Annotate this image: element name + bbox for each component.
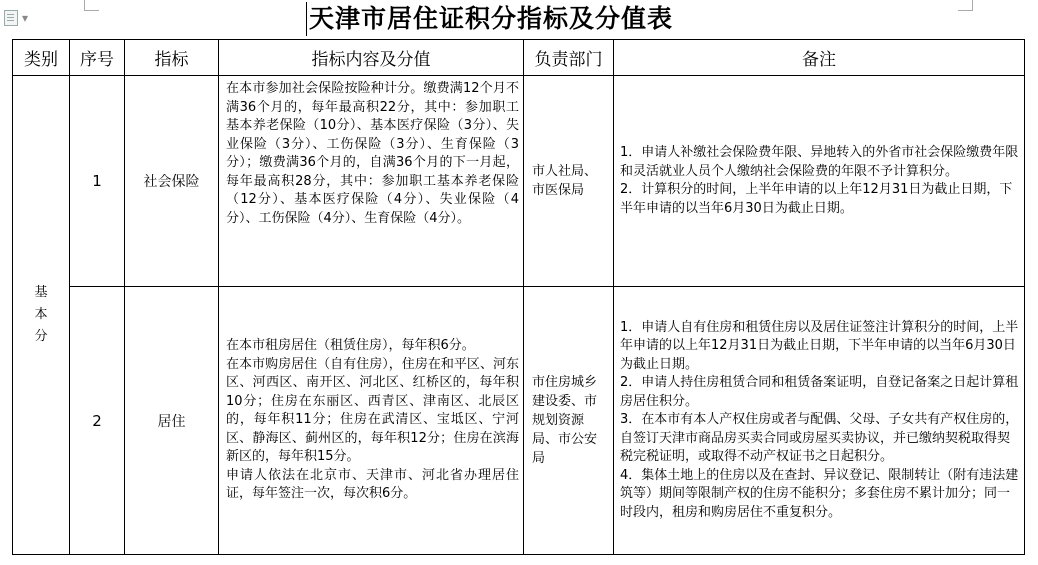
note-item: 1．申请人补缴社会保险费年限、异地转入的外省市社会保险缴费年限和灵活就业人员个人缴纳社会保险费的年限不予计算积分。 — [620, 145, 1019, 179]
table-row — [13, 287, 1025, 555]
page-title[interactable]: 天津市居住证积分指标及分值表 — [306, 2, 673, 36]
content-cell[interactable]: 在本市参加社会保险按险种计分。缴费满12个月不满36个月的，每年最高积22分，其中：参加职工基本养老保险（10分）、基本医疗保险（3分）、失业保险（3分）、工伤保险（3分）、生育保险（3分）；缴费满36个月的，自满36个月的下一月起，每年最高积28分，其中：参加职工基本养老保险（12分）、基本医疗保险（4分）、失业保险（4分）、工伤保险（4分）、生育保险（4分）。 — [219, 76, 524, 287]
header-indicator[interactable]: 指标 — [125, 40, 219, 76]
dept-cell[interactable]: 市住房城乡建设委、市规划资源局、市公安局 — [524, 287, 614, 555]
dept-cell[interactable]: 市人社局、市医保局 — [524, 76, 614, 287]
header-content[interactable]: 指标内容及分值 — [219, 40, 524, 76]
header-notes[interactable]: 备注 — [614, 40, 1025, 76]
table-row — [13, 76, 1025, 287]
seq-cell[interactable]: 1 — [70, 76, 125, 287]
note-item: 2．申请人持住房租赁合同和租赁备案证明，自登记备案之日起计算租房居住积分。 — [620, 375, 1019, 409]
notes-cell[interactable] — [614, 287, 1025, 555]
category-char: 分 — [34, 329, 48, 344]
notes-cell[interactable] — [614, 76, 1025, 287]
content-cell[interactable] — [219, 287, 524, 555]
note-item: 1．申请人自有住房和租赁住房以及居住证签注计算积分的时间，上半年申请的以上年12月31日为截止日期，下半年申请的以当年6月30日为截止日期。 — [620, 319, 1019, 372]
table-header-row — [13, 40, 1025, 76]
note-item: 2．计算积分的时间，上半年申请的以上年12月31日为截止日期，下半年申请的以当年6月30日为截止日期。 — [620, 182, 1013, 216]
points-table — [12, 39, 1025, 555]
content-paragraph: 在本市购房居住（自有住房），住房在和平区、河东区、河西区、南开区、河北区、红桥区的，每年积10分；住房在东丽区、西青区、津南区、北辰区的，每年积11分；住房在武清区、宝坻区、宁河区、静海区、蓟州区的，每年积12分；住房在滨海新区的，每年积15分。 — [226, 356, 519, 465]
content-paragraph: 在本市租房居住（租赁住房），每年积6分。 — [226, 338, 475, 354]
header-seq[interactable]: 序号 — [70, 40, 125, 76]
note-item: 4．集体土地上的住房以及在查封、异议登记、限制转让（附有违法建筑等）期间等限制产权的住房不能积分；多套住房不累计加分；同一时段内，租房和购房居住不重复积分。 — [620, 467, 1019, 520]
note-item: 3．在本市有本人产权住房或者与配偶、父母、子女共有产权住房的，自签订天津市商品房买卖合同或房屋买卖协议，并已缴纳契税取得契税完税证明，或取得不动产权证书之日起积分。 — [620, 412, 1019, 465]
category-char: 基 — [34, 285, 48, 300]
header-dept[interactable]: 负责部门 — [524, 40, 614, 76]
indicator-cell[interactable]: 居住 — [125, 287, 219, 555]
chevron-down-icon: ▾ — [22, 11, 29, 25]
indicator-cell[interactable]: 社会保险 — [125, 76, 219, 287]
category-char: 本 — [34, 307, 48, 322]
seq-cell[interactable]: 2 — [70, 287, 125, 555]
content-paragraph: 申请人依法在北京市、天津市、河北省办理居住证，每年签注一次，每次积6分。 — [226, 467, 519, 502]
category-cell[interactable] — [13, 76, 70, 555]
header-category[interactable]: 类别 — [13, 40, 70, 76]
